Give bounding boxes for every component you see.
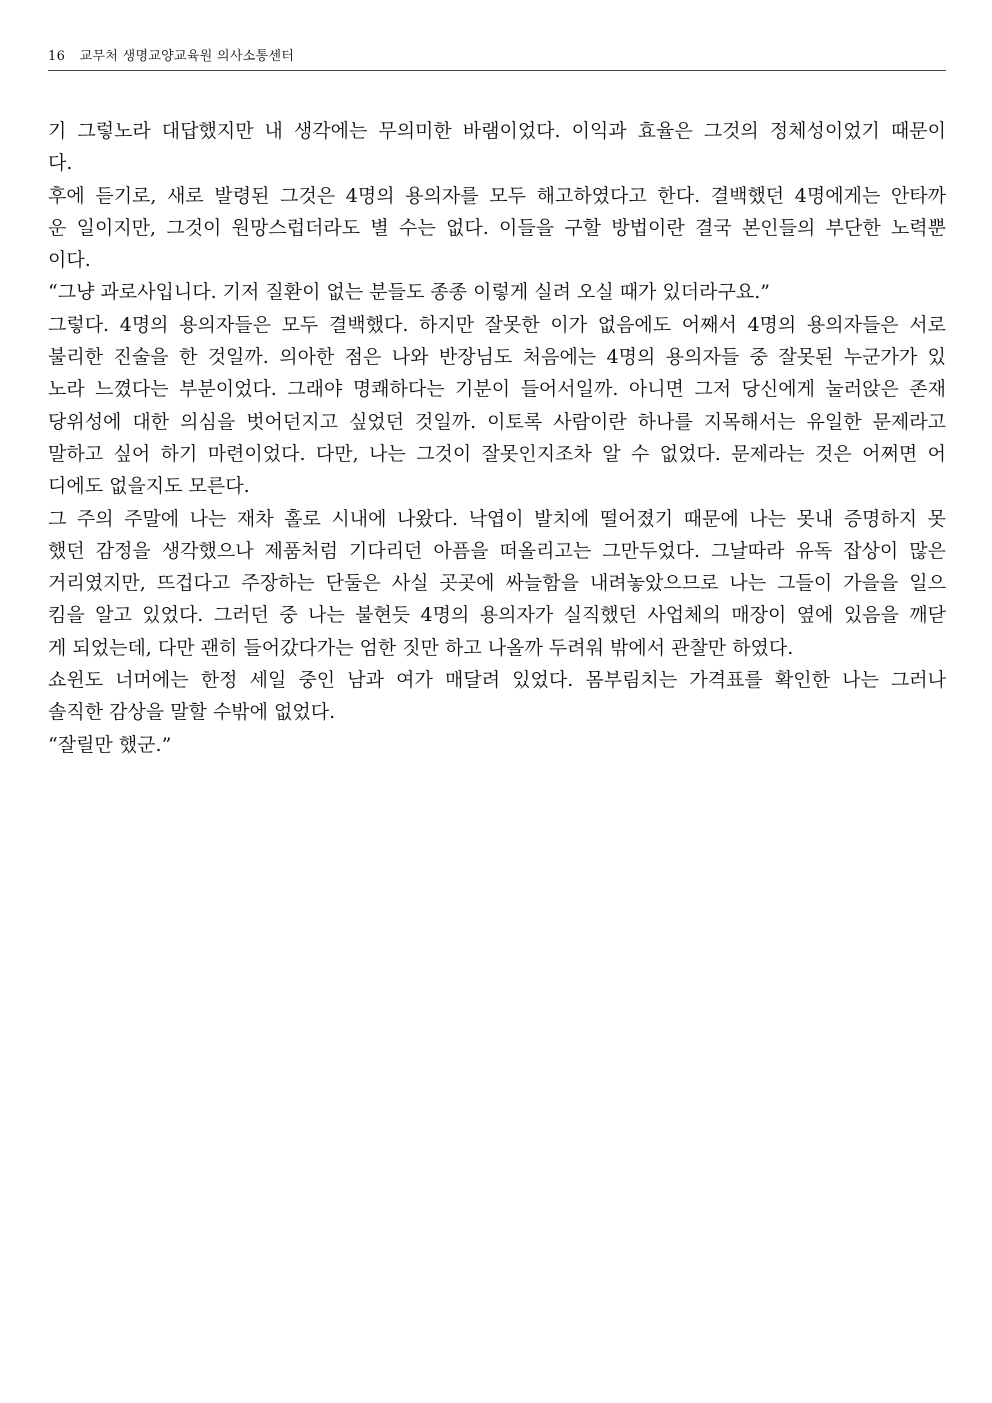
text-line: 불리한 진술을 한 것일까. 의아한 점은 나와 반장님도 처음에는 4명의 용의자들 중 잘못된 누군가가 있 <box>48 346 946 369</box>
text-line: 했던 감정을 생각했으나 제품처럼 기다리던 아픔을 떠올리고는 그만두었다. 그날따라 유독 잡상이 많은 <box>48 539 946 562</box>
text-line: 그렇다. 4명의 용의자들은 모두 결백했다. 하지만 잘못한 이가 없음에도 어째서 4명의 용의자들은 서로 <box>48 313 946 336</box>
text-line: 기 그렇노라 대답했지만 내 생각에는 무의미한 바램이었다. 이익과 효율은 그것의 정체성이었기 때문이 <box>48 120 946 142</box>
text-line: 디에도 없을지도 모른다. <box>48 475 250 498</box>
body-text <box>48 115 946 761</box>
text-line: 운 일이지만, 그것이 원망스럽더라도 별 수는 없다. 이들을 구할 방법이란 결국 본인들의 부단한 노력뿐 <box>48 216 946 239</box>
text-line: 이다. <box>48 249 91 272</box>
text-line: 솔직한 감상을 말할 수밖에 없었다. <box>48 701 336 724</box>
text-line: 쇼윈도 너머에는 한정 세일 중인 남과 여가 매달려 있었다. 몸부림치는 가격표를 확인한 나는 그러나 <box>48 669 946 692</box>
text-line: 말하고 싶어 하기 마련이었다. 다만, 나는 그것이 잘못인지조차 알 수 없었다. 문제라는 것은 어쩌면 어 <box>48 442 946 465</box>
quote-line: “그냥 과로사입니다. 기저 질환이 없는 분들도 종종 이렇게 실려 오실 때가 있더라구요.” <box>48 281 770 304</box>
text-line: 킴을 알고 있었다. 그러던 중 나는 불현듯 4명의 용의자가 실직했던 사업체의 매장이 옆에 있음을 깨닫 <box>48 604 946 627</box>
text-line: 당위성에 대한 의심을 벗어던지고 싶었던 것일까. 이토록 사람이란 하나를 지목해서는 유일한 문제라고 <box>48 410 946 433</box>
text-line: 노라 느꼈다는 부분이었다. 그래야 명쾌하다는 기분이 들어서일까. 아니면 그저 당신에게 눌러앉은 존재 <box>48 378 946 401</box>
text-line: 다. <box>48 152 73 175</box>
quote-line: “잘릴만 했군.” <box>48 733 172 756</box>
page-number: 16 <box>48 49 66 64</box>
text-line: 그 주의 주말에 나는 재차 홀로 시내에 나왔다. 낙엽이 발치에 떨어졌기 때문에 나는 못내 증명하지 못 <box>48 507 946 530</box>
text-line: 후에 듣기로, 새로 발령된 그것은 4명의 용의자를 모두 해고하였다고 한다. 결백했던 4명에게는 안타까 <box>48 184 946 207</box>
text-line: 거리였지만, 뜨겁다고 주장하는 단둘은 사실 곳곳에 싸늘함을 내려놓았으므로 나는 그들이 가을을 일으 <box>48 572 946 595</box>
header-title: 교무처 생명교양교육원 의사소통센터 <box>79 49 295 64</box>
page-header <box>48 48 946 71</box>
text-line: 게 되었는데, 다만 괜히 들어갔다가는 엄한 짓만 하고 나올까 두려워 밖에서 관찰만 하였다. <box>48 636 794 659</box>
